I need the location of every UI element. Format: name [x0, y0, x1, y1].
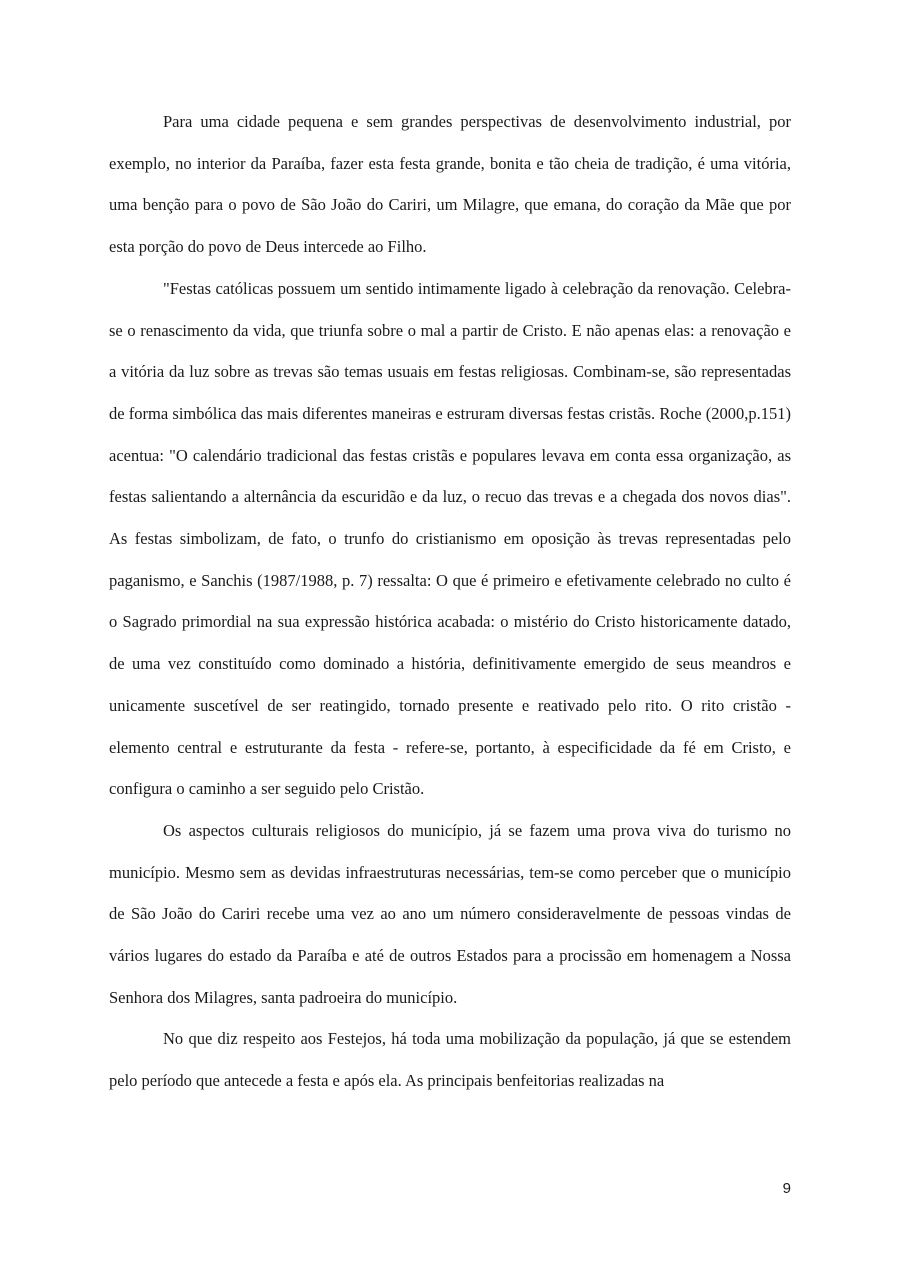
paragraph: Para uma cidade pequena e sem grandes perspectivas de desenvolvimento industrial, por exemplo, no interior da Paraíba, fazer esta festa grande, bonita e tão cheia de tradição, é uma vitória, uma benção para o povo de São João do Cariri, um Milagre, que emana, do coração da Mãe que por esta porção do povo de Deus intercede ao Filho. — [109, 112, 791, 257]
paragraph: "Festas católicas possuem um sentido intimamente ligado à celebração da renovação. Celebra-se o renascimento da vida, que triunfa sobre o mal a partir de Cristo. E não apenas elas: a renovação e a vitória da luz sobre as trevas são temas usuais em festas religiosas. Combinam-se, são representadas de forma simbólica das mais diferentes maneiras e estruram diversas festas cristãs. Roche (2000,p.151) acentua: "O calendário tradicional das festas cristãs e populares levava em conta essa organização, as festas salientando a alternância da escuridão e da luz, o recuo das trevas e a chegada dos novos dias". As festas simbolizam, de fato, o trunfo do cristianismo em oposição às trevas representadas pelo paganismo, e Sanchis (1987/1988, p. 7) ressalta: O que é primeiro e efetivamente celebrado no culto é o Sagrado primordial na sua expressão histórica acabada: o mistério do Cristo historicamente datado, de uma vez constituído como dominado a história, definitivamente emergido de seus meandros e unicamente suscetível de ser reatingido, tornado presente e reativado pelo rito. O rito cristão - elemento central e estruturante da festa - refere-se, portanto, à especificidade da fé em Cristo, e configura o caminho a ser seguido pelo Cristão. — [109, 278, 791, 799]
paragraph: No que diz respeito aos Festejos, há toda uma mobilização da população, já que se estendem pelo período que antecede a festa e após ela. As principais benfeitorias realizadas na — [109, 1029, 791, 1091]
page-number: 9 — [782, 1180, 791, 1197]
paragraph: Os aspectos culturais religiosos do município, já se fazem uma prova viva do turismo no município. Mesmo sem as devidas infraestruturas necessárias, tem-se como perceber que o município de São João do Cariri recebe uma vez ao ano um número consideravelmente de pessoas vindas de vários lugares do estado da Paraíba e até de outros Estados para a procissão em homenagem a Nossa Senhora dos Milagres, santa padroeira do município. — [109, 820, 791, 1007]
body-text — [109, 101, 791, 1102]
